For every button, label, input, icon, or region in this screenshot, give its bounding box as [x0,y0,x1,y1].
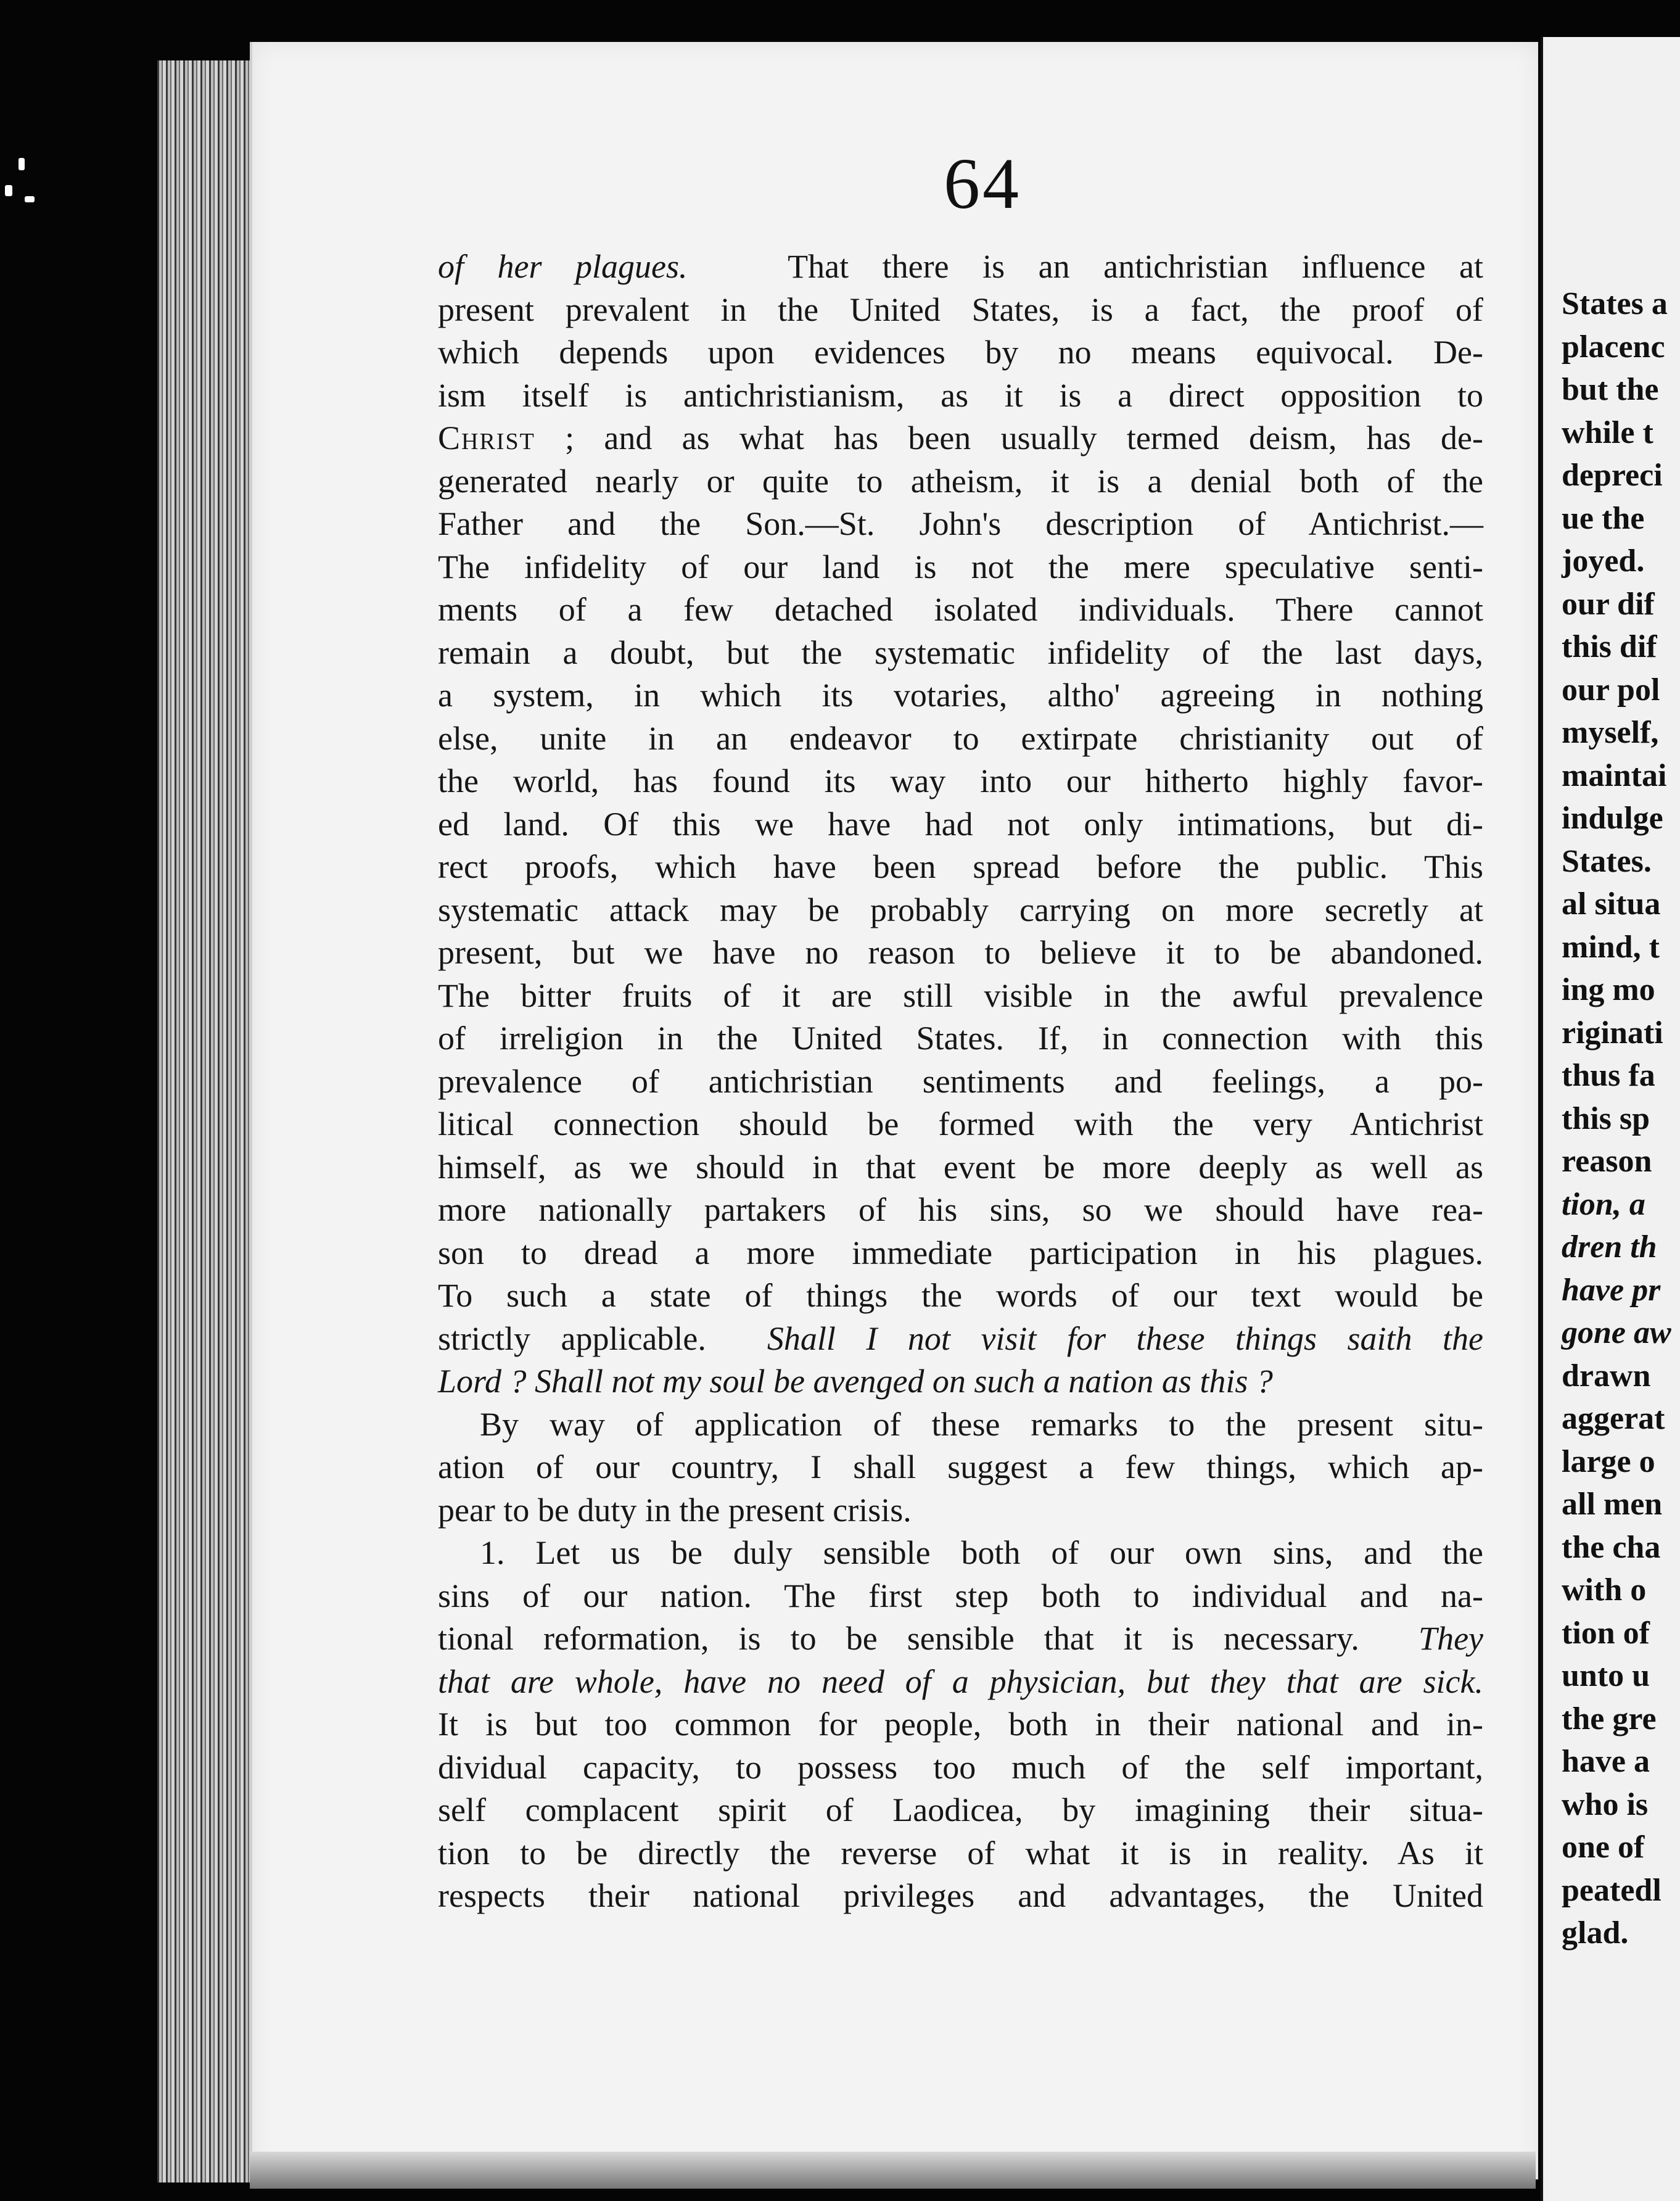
text-line: son to dread a more immediate participation in his plagues. [438,1234,1483,1271]
page-number: 64 [944,143,1021,224]
text-line: drawn [1562,1358,1651,1394]
text-line: tion of [1562,1615,1650,1651]
text-line: maintai [1562,758,1667,793]
text-line: a system, in which its votaries, altho' agreeing in nothing [438,677,1483,714]
text-line: peatedl [1562,1872,1661,1908]
text-line: the gre [1562,1701,1657,1736]
left-page-text [438,246,1483,1918]
text-line: riginati [1562,1015,1663,1051]
right-page [1541,37,1680,2201]
text-line: States a [1562,286,1668,321]
text-line: States. [1562,843,1652,879]
page-edges [157,60,257,2182]
text-line: joyed. [1562,543,1645,579]
text-line: depreci [1562,458,1663,493]
text-line: this dif [1562,629,1657,664]
text-line: tion, a [1562,1186,1645,1222]
right-page-text [1562,283,1680,1955]
text-line: rect proofs, which have been spread before the public. This [438,848,1483,885]
text-line: reason [1562,1144,1652,1179]
text-line: which depends upon evidences by no means equivocal. De- [438,334,1483,371]
text-line: large o [1562,1443,1655,1479]
text-line: remain a doubt, but the systematic infidelity of the last days, [438,634,1483,671]
text-line: but the [1562,372,1659,407]
text-line: placenc [1562,329,1665,365]
text-line: The infidelity of our land is not the mere speculative senti- [438,548,1483,585]
text-line: unto u [1562,1658,1650,1693]
text-line: with o [1562,1572,1647,1608]
text-line: dividual capacity, to possess too much of the self important, [438,1748,1483,1786]
text-line: indulge [1562,801,1663,836]
text-line: while t [1562,415,1653,450]
text-line: who is [1562,1786,1649,1822]
text-line: ation of our country, I shall suggest a few things, which ap- [438,1448,1483,1485]
scan-speck [25,196,35,202]
text-line: litical connection should be formed with the very Antichrist [438,1105,1483,1142]
text-line: aggerat [1562,1401,1665,1436]
text-line: this sp [1562,1100,1650,1136]
text-line: ed land. Of this we have had not only intimations, but di- [438,805,1483,843]
text-line: 1. Let us be duly sensible both of our own sins, and the [480,1534,1483,1571]
text-line: To such a state of things the words of our text would be [438,1277,1483,1314]
text-line: the world, has found its way into our hitherto highly favor- [438,762,1483,799]
text-line: himself, as we should in that event be more deeply as well as [438,1148,1483,1186]
text-line: tional reformation, is to be sensible that it is necessary. They [438,1620,1483,1657]
text-line: self complacent spirit of Laodicea, by imagining their situa- [438,1791,1483,1828]
text-line: strictly applicable. Shall I not visit for these things saith the [438,1319,1483,1357]
text-line: our dif [1562,586,1655,622]
text-line: our pol [1562,672,1660,708]
text-line: present, but we have no reason to believe it to be abandoned. [438,934,1483,971]
text-line: ments of a few detached isolated individuals. There cannot [438,591,1483,628]
text-line: The bitter fruits of it are still visible in the awful prevalence [438,977,1483,1014]
text-line: Christ ; and as what has been usually termed deism, has de- [438,419,1483,456]
text-line: systematic attack may be probably carrying on more secretly at [438,891,1483,928]
text-line: the cha [1562,1529,1661,1565]
text-line: have pr [1562,1272,1661,1308]
text-line: mind, t [1562,929,1660,965]
text-line: al situa [1562,886,1661,922]
text-line: sins of our nation. The first step both to individual and na- [438,1577,1483,1614]
text-line: glad. [1562,1915,1629,1951]
scan-margin [0,0,37,2201]
text-line: ue the [1562,500,1645,536]
scan-speck [5,185,12,196]
text-line: respects their national privileges and advantages, the United [438,1877,1483,1914]
text-line: more nationally partakers of his sins, so we should have rea- [438,1191,1483,1228]
text-line: present prevalent in the United States, is a fact, the proof of [438,291,1483,328]
text-line: By way of application of these remarks to the present situ- [480,1405,1483,1443]
text-line: pear to be duty in the present crisis. [438,1491,912,1529]
text-line: It is but too common for people, both in their national and in- [438,1706,1483,1743]
text-line: one of [1562,1830,1645,1865]
text-line: have a [1562,1744,1650,1779]
text-line-italic: of her plagues. [438,248,688,285]
text-line: generated nearly or quite to atheism, it is a denial both of the [438,462,1483,500]
text-line: myself, [1562,715,1659,750]
text-line: thus fa [1562,1058,1655,1093]
text-line-italic: that are whole, have no need of a physician, but they that are sick. [438,1662,1483,1700]
text-line: ism itself is antichristianism, as it is a direct opposition to [438,376,1483,414]
text-line: of irreligion in the United States. If, in connection with this [438,1020,1483,1057]
text-line: prevalence of antichristian sentiments and feelings, a po- [438,1062,1483,1100]
text-line: dren th [1562,1229,1657,1265]
text-line: ing mo [1562,972,1655,1007]
text-line: all men [1562,1487,1663,1522]
text-line: gone aw [1562,1315,1671,1350]
leaf-shadow [250,2152,1536,2189]
text-line-italic: Lord ? Shall not my soul be avenged on such a nation as this ? [438,1363,1273,1400]
text-line: of her plagues. That there is an antichristian influence at [438,248,1483,285]
text-line: tion to be directly the reverse of what it is in reality. As it [438,1834,1483,1872]
scan-speck [19,158,25,170]
text-line: Father and the Son.—St. John's description of Antichrist.— [438,505,1483,542]
text-line: else, unite in an endeavor to extirpate christianity out of [438,719,1483,757]
